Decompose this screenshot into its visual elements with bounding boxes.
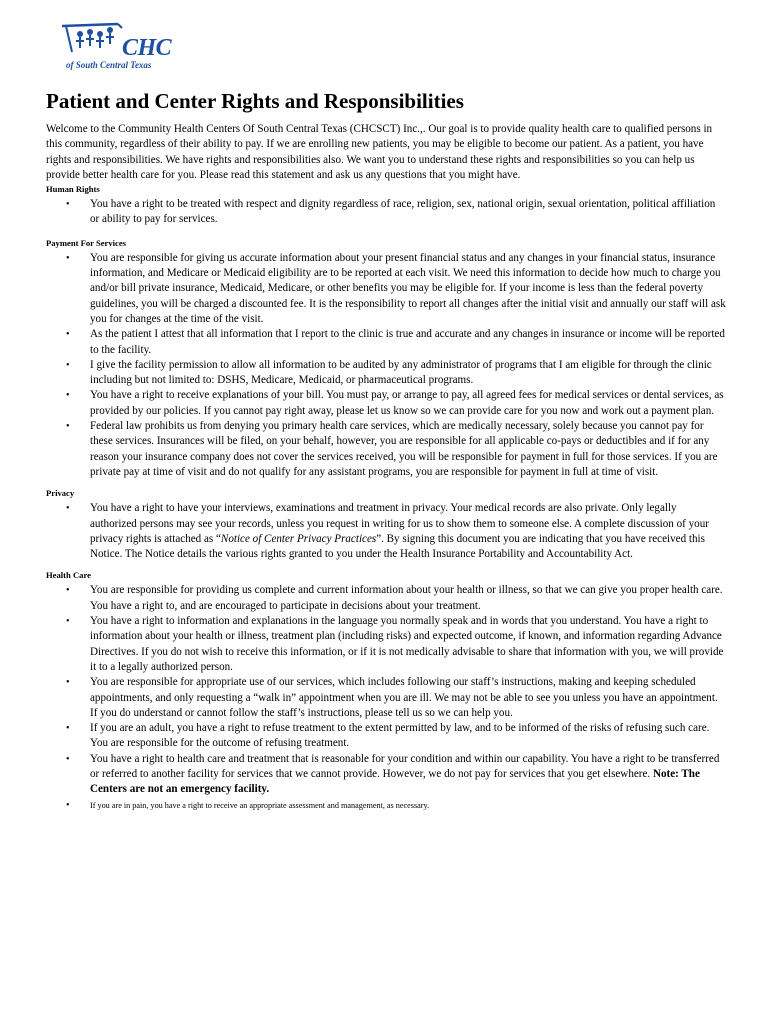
list-item-text: As the patient I attest that all information that I report to the clinic is true and accurate and any changes in insurance or income will be reported to the facility. xyxy=(90,328,725,356)
list-item-text: You have a right to information and explanations in the language you normally speak and in words that you understand. You have a right to information about your health or illness, treatment plan (including risks) and expected outcome, if known, and information regarding Advance Directives. If you do not wish to receive this information, or if it is not medically advisable to share that information with you, we will provide it to a legally authorized person. xyxy=(90,615,724,673)
list-item xyxy=(46,721,726,752)
people-logo-icon xyxy=(56,22,128,62)
list-item xyxy=(46,251,726,327)
list-item-text: You have a right to health care and treatment that is reasonable for your condition and within our capability. You have a right to be transferred or referred to another facility for services that we cannot provide. However, we do not pay for services that you get elsewhere. xyxy=(90,752,720,780)
bullet-icon: • xyxy=(66,585,70,597)
list-item-text: You are responsible for giving us accurate information about your present financial status and any changes in your financial status, insurance information, and Medicare or Medicaid eligibility are to be reported at each visit. We need this information to decide how much to charge you and/or bill private insurance, Medicaid, Medicare, or other benefits you may be eligible for. If your income is less than the federal poverty guidelines, you will be charged a discounted fee. It is the responsibility to report all changes after the initial visit and annually our staff will ask you for changes at the time of the visit. xyxy=(90,251,726,325)
list-item-text: I give the facility permission to allow all information to be audited by any administrator of programs that I am eligible for through the clinic including but not limited to: DSHS, Medicare, Medicaid, or pharmaceutical programs. xyxy=(90,358,712,387)
list-item xyxy=(46,358,726,389)
human-rights-list xyxy=(46,197,726,228)
bullet-icon: • xyxy=(66,503,70,515)
logo-subtitle: of South Central Texas xyxy=(66,60,152,70)
list-item-text: You are responsible for appropriate use of our services, which includes following our staff’s instructions, making and keeping scheduled appointments, and only requesting a “walk in” appointment when you are ill. We may not be able to see you unless you have an appointment. If you do understand or cannot follow the staff’s instructions, please tell us so we can help you. xyxy=(90,676,718,719)
emergency-note: Note: The Centers are not an emergency facility. xyxy=(90,767,700,796)
bullet-icon: • xyxy=(66,359,70,371)
privacy-list xyxy=(46,501,726,562)
list-item xyxy=(46,501,726,562)
health-care-list xyxy=(46,583,726,811)
intro-paragraph: Welcome to the Community Health Centers Of South Central Texas (CHCSCT) Inc.,. Our goal is to provide quality health care to qualified persons in this community, regardless of their ability to pay. If we are enrolling new patients, you may be eligible to become our patient. As a patient, you have rights and responsibilities. We have rights and responsibilities also. We want you to understand these rights and responsibilities so you can help us provide better health care for you. Please read this statement and ask us any questions that you might have. xyxy=(46,123,713,181)
bullet-icon: • xyxy=(66,799,70,811)
bullet-icon: • xyxy=(66,616,70,628)
logo-wordmark: CHC xyxy=(122,35,172,61)
list-item-text: You have a right to be treated with respect and dignity regardless of race, religion, sex, national origin, sexual orientation, political affiliation or ability to pay for services. xyxy=(90,198,716,226)
list-item xyxy=(46,800,726,812)
bullet-icon: • xyxy=(66,677,70,689)
list-item xyxy=(46,388,726,419)
bullet-icon: • xyxy=(66,421,70,433)
list-item-text: You are responsible for providing us complete and current information about your health or illness, so that we can give you proper health care. You have a right to, and are encouraged to participate in decisions about your treatment. xyxy=(90,584,723,612)
list-item-text: Federal law prohibits us from denying you primary health care services, which are medically necessary, solely because you cannot pay for these services. Insurances will be filed, on your behalf, however, you are responsible for all applicable co-pays or deductibles and if for any reason your insurance company does not cover the services received, you will be responsible for payment in full for those services. If you are private pay at time of visit and do not qualify for any assistant programs, you are responsible for payment in full at time of visit. xyxy=(90,420,718,478)
list-item-text: You have a right to receive explanations of your bill. You must pay, or arrange to pay, all agreed fees for medical services or dental services, as provided by our policies. If you cannot pay right away, please let us know so we can provide care for you now and work out a payment plan. xyxy=(90,389,724,417)
list-item-text: ”. By signing this document you are indicating that you have received this Notice. The Notice details the various rights granted to you under the Health Insurance Portability and Accountability Act. xyxy=(90,532,705,561)
page-title: Patient and Center Rights and Responsibilities xyxy=(46,89,464,113)
list-item-text: You have a right to have your interviews, examinations and treatment in privacy. Your medical records are also private. Only legally authorized persons may see your records, unless you request in writing for us to show them to someone else. A complete discussion of your privacy rights is attached as “ xyxy=(90,502,709,545)
bullet-icon: • xyxy=(66,199,70,211)
list-item-text: If you are an adult, you have a right to refuse treatment to the extent permitted by law, and to be informed of the risks of refusing such care. You are responsible for the outcome of refusing treatment. xyxy=(90,722,710,750)
bullet-icon: • xyxy=(66,390,70,402)
document-body xyxy=(46,88,726,812)
list-item xyxy=(46,419,726,480)
bullet-icon: • xyxy=(66,723,70,735)
list-item xyxy=(46,197,726,228)
bullet-icon: • xyxy=(66,252,70,264)
chc-logo xyxy=(56,22,186,74)
list-item xyxy=(46,614,726,675)
bullet-icon: • xyxy=(66,753,70,765)
list-item xyxy=(46,583,726,614)
list-item xyxy=(46,327,726,358)
list-item-text: If you are in pain, you have a right to receive an appropriate assessment and management, as necessary. xyxy=(90,800,430,810)
section-heading-payment: Payment For Services xyxy=(46,237,127,248)
privacy-notice-title: Notice of Center Privacy Practices xyxy=(220,532,377,545)
section-heading-health-care: Health Care xyxy=(46,570,91,581)
payment-list xyxy=(46,251,726,480)
list-item xyxy=(46,752,726,798)
section-heading-human-rights: Human Rights xyxy=(46,184,100,195)
bullet-icon: • xyxy=(66,329,70,341)
list-item xyxy=(46,675,726,721)
section-heading-privacy: Privacy xyxy=(46,488,75,499)
